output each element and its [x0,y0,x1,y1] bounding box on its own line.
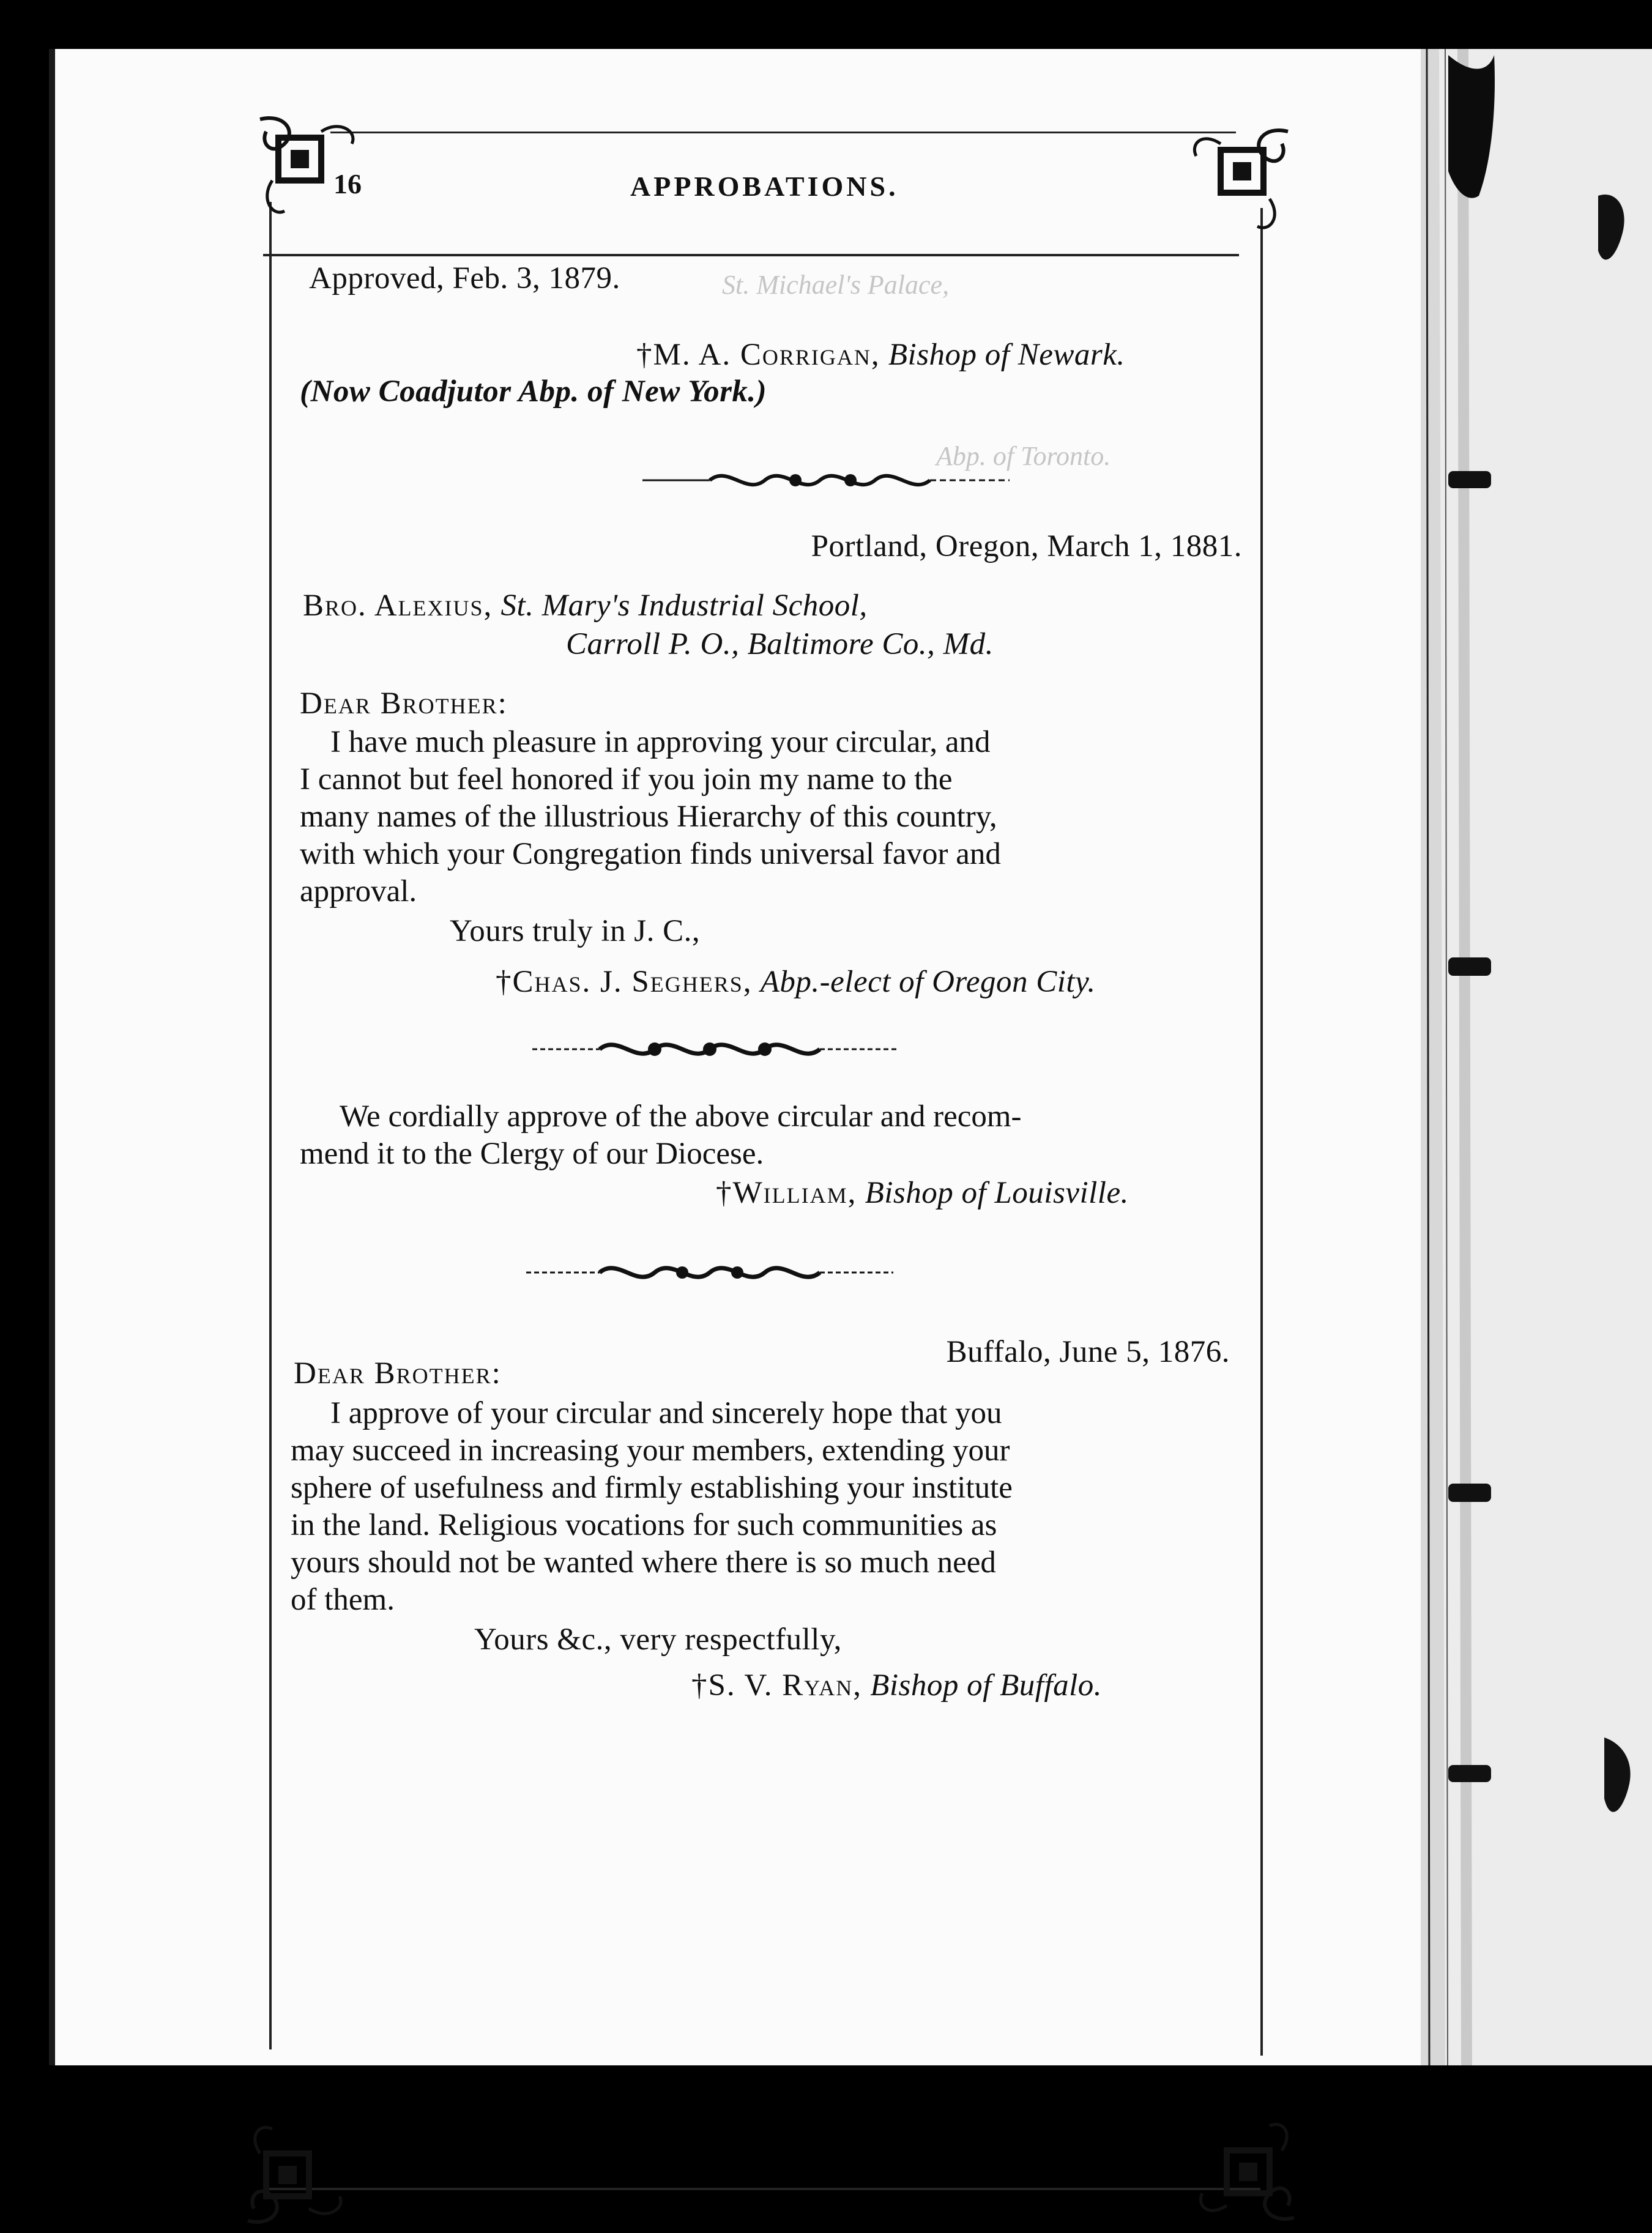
salutation: Dear Brother: [294,1356,502,1391]
body-line: sphere of usefulness and firmly establishing your institute [291,1471,1013,1505]
page-number: 16 [333,168,362,199]
addressee-name: Bro. Alexius, [303,589,493,623]
body-line: with which your Congregation finds universal favor and [300,837,1001,871]
signer-title: Abp.-elect of Oregon City. [760,965,1096,999]
frame-rule-right [1260,208,1263,2056]
frame-rule-header [330,132,1236,133]
bleed-through-text: Abp. of Toronto. [936,441,1111,471]
corner-ornament-bottom-right [1190,2114,1306,2230]
signer-name: †M. A. Corrigan, [636,338,880,372]
letter-closing: Yours truly in J. C., [450,914,701,948]
signer-name: †William, [716,1176,857,1210]
body-line: yours should not be wanted where there is so much need [291,1545,996,1580]
ornamental-divider [642,462,1010,499]
signature-william [716,1178,1129,1209]
letter-closing: Yours &c., very respectfully, [474,1622,842,1657]
signer-title: Bishop of Buffalo. [870,1668,1102,1703]
salutation: Dear Brother: [300,686,508,721]
body-line: mend it to the Clergy of our Diocese. [300,1137,764,1171]
approval-body [300,1098,1230,1173]
corner-ornament-bottom-left [236,2117,352,2233]
frame-rule-left [269,202,272,2049]
signer-title: Bishop of Louisville. [865,1176,1129,1210]
signer-name: †S. V. Ryan, [691,1668,862,1703]
body-line: I cannot but feel honored if you join my name to the [300,762,953,797]
frame-rule-bottom [263,2188,1260,2190]
signature-ryan [691,1670,1102,1701]
letter-body [300,724,1242,910]
signer-title: Bishop of Newark. [888,338,1125,372]
ornamental-divider [532,1031,899,1068]
body-line: approval. [300,874,417,908]
signature-seghers [496,967,1096,998]
corner-ornament-top-left [248,107,364,223]
addressee-line-2: Carroll P. O., Baltimore Co., Md. [566,627,994,661]
body-line: I have much pleasure in approving your circular, and [330,725,991,759]
signature-corrigan [636,340,1125,371]
addressee-institution: St. Mary's Industrial School, [500,589,868,623]
bleed-through-text: St. Michael's Palace, [722,270,950,300]
body-line: I approve of your circular and sincerely hope that you [330,1396,1002,1430]
signer-note: (Now Coadjutor Abp. of New York.) [300,374,767,409]
approval-date-line: Approved, Feb. 3, 1879. [309,261,620,295]
facing-page-edge [1421,49,1652,2065]
letter-dateline: Buffalo, June 5, 1876. [946,1335,1230,1369]
ornamental-divider [526,1254,893,1291]
frame-rule-top [263,254,1239,256]
body-line: in the land. Religious vocations for such communities as [291,1508,997,1542]
letter-body [291,1395,1230,1619]
addressee-line-1 [303,590,868,622]
signer-name: †Chas. J. Seghers, [496,965,753,999]
body-line: many names of the illustrious Hierarchy of this country, [300,800,997,834]
body-line: We cordially approve of the above circular and recom- [340,1099,1022,1134]
body-line: may succeed in increasing your members, extending your [291,1433,1010,1468]
body-line: of them. [291,1583,395,1617]
corner-ornament-top-right [1184,119,1300,236]
running-header: APPROBATIONS. [630,171,899,202]
letter-dateline: Portland, Oregon, March 1, 1881. [811,529,1242,563]
